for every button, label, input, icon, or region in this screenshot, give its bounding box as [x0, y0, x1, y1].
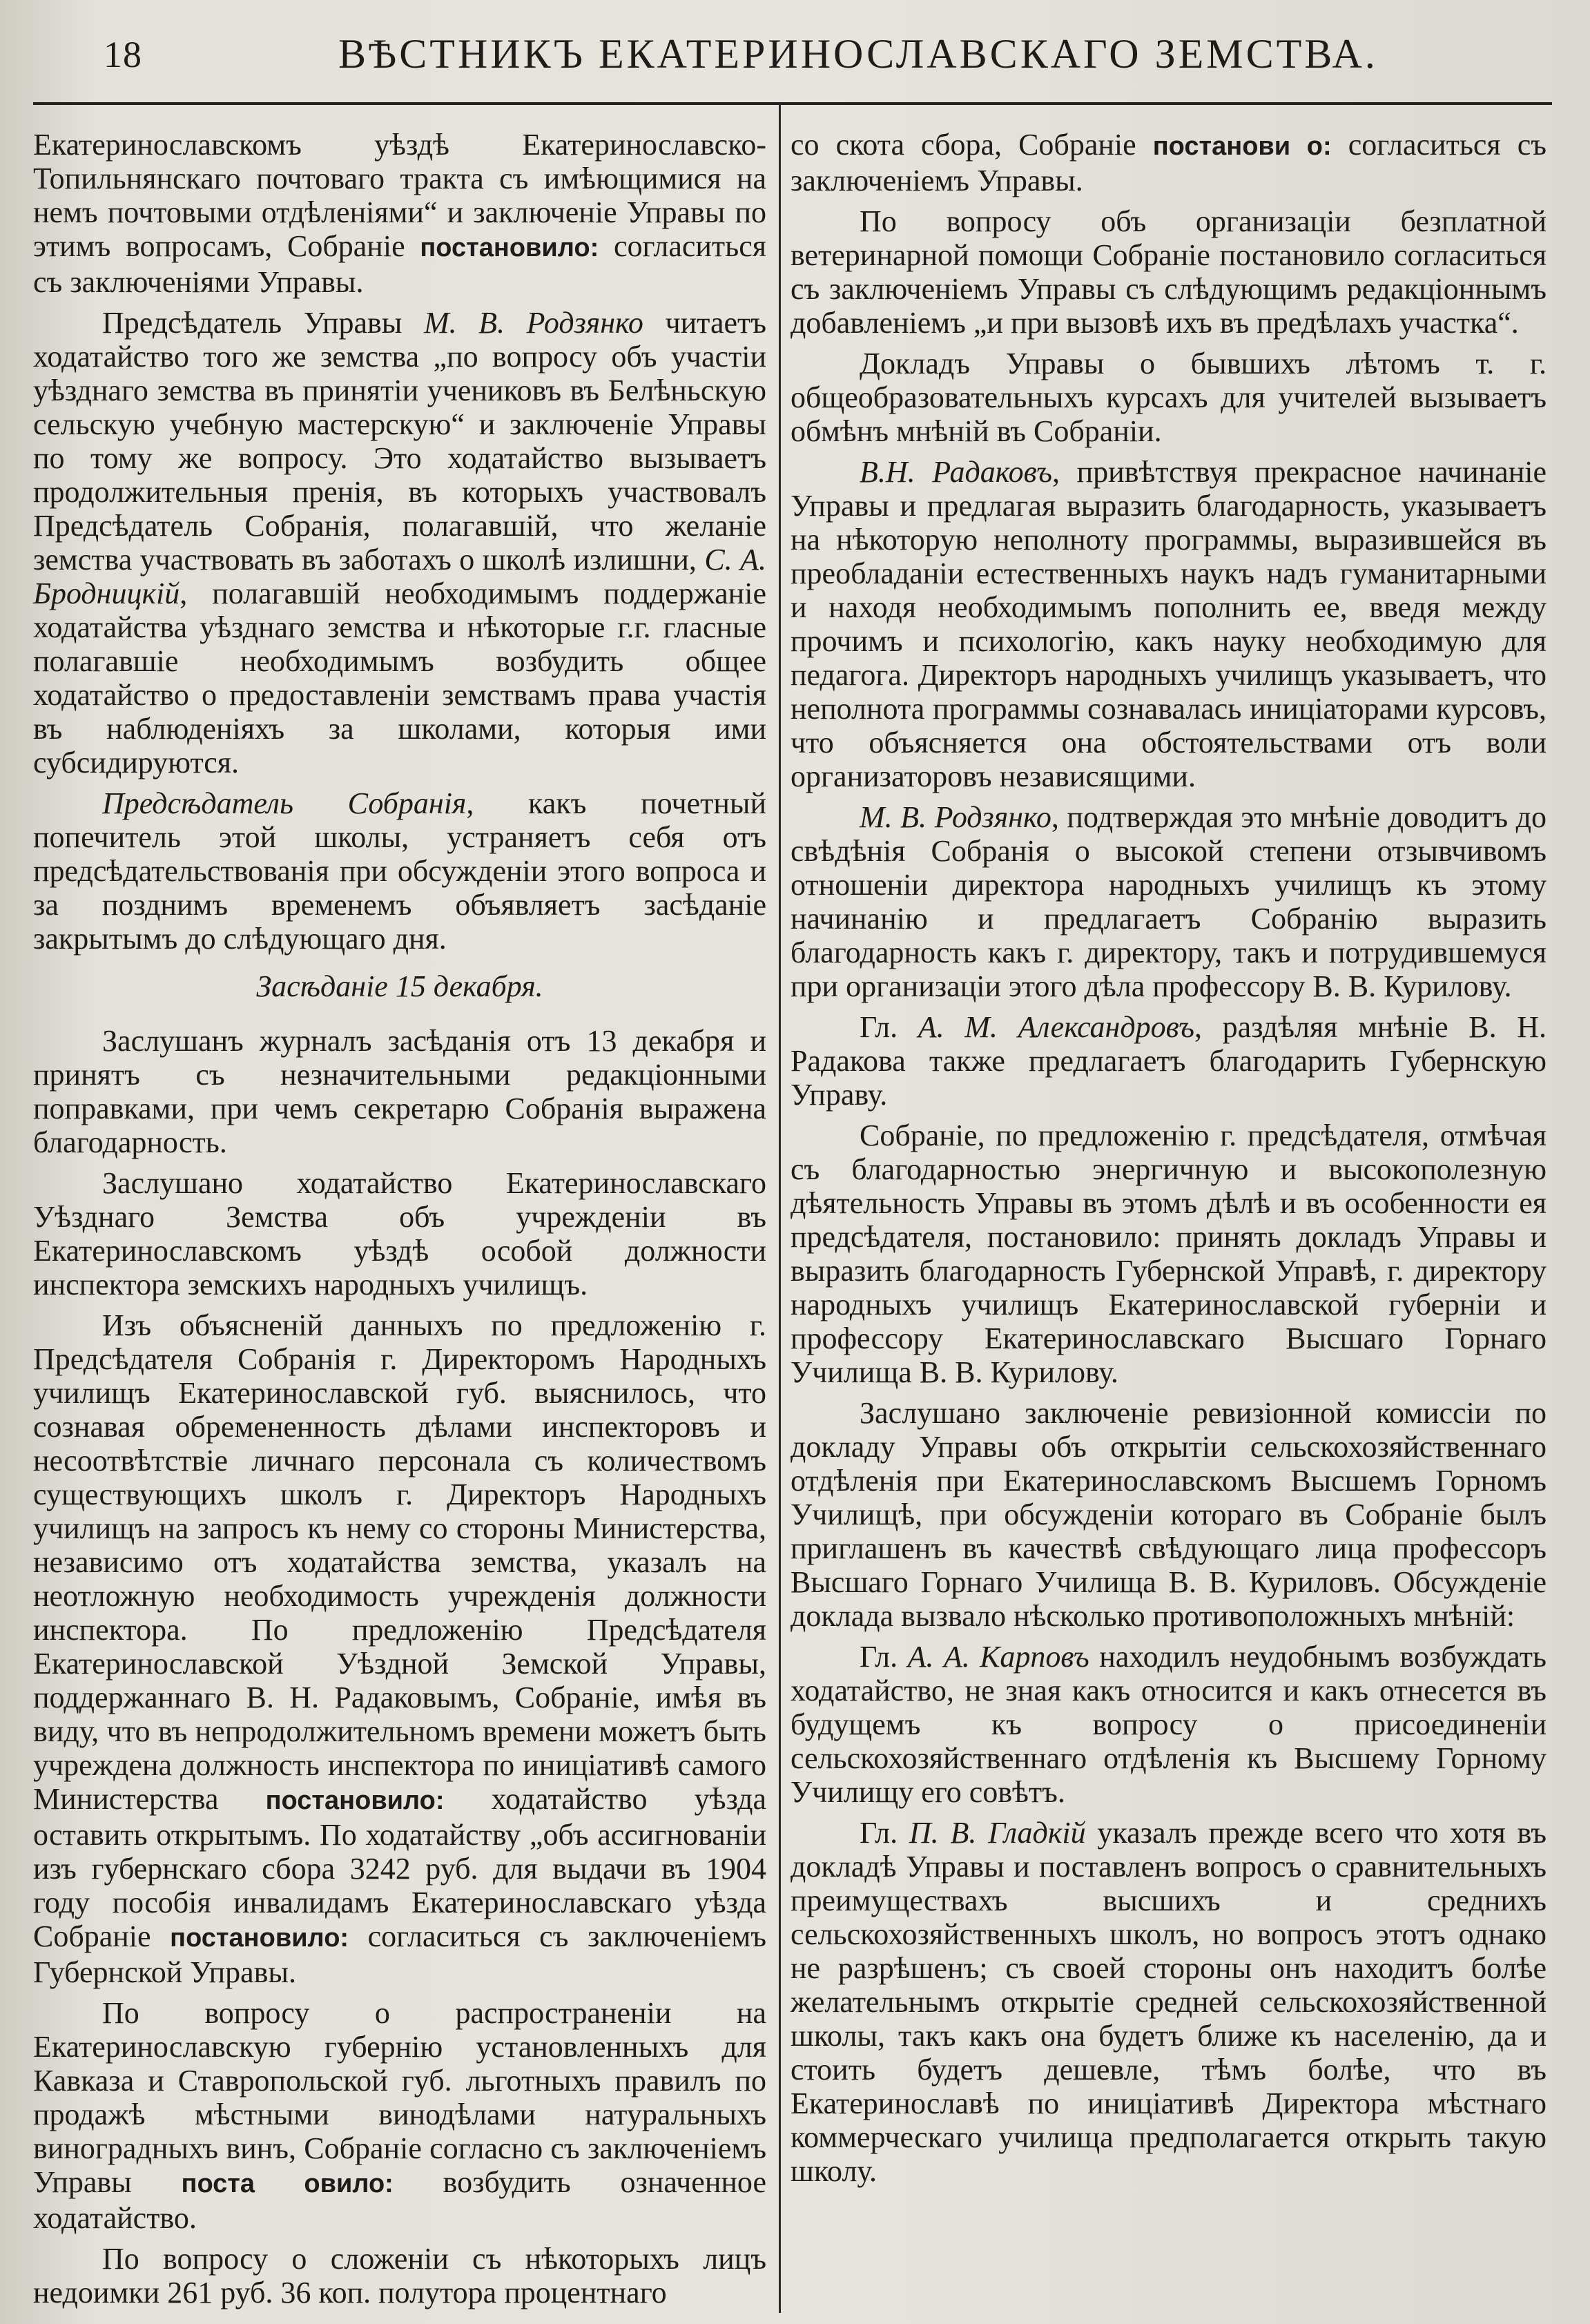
page-header	[0, 26, 1590, 102]
section-heading: Засѣданіе 15 декабря.	[256, 969, 543, 1003]
paragraph: Заслушанъ журналъ засѣданія отъ 13 декабря и принятъ съ незначительными редакціонными поправками, при чемъ секретарю Собранія выражена благодарность.	[33, 1024, 766, 1159]
paragraph: Изъ объясненій данныхъ по предложенію г. Предсѣдателя Собранія г. Директоромъ Народныхъ училищъ Екатеринославской губ. выяснилось, что сознавая обремененность дѣлами инспекторовъ и несоотвѣтствіе личнаго персонала съ количествомъ существующихъ школъ г. Директоръ Народныхъ училищъ на запросъ къ нему со стороны Министерства, независимо отъ ходатайства земства, указалъ на неотложную необходимость учрежденія должности инспектора. По предложенію Предсѣдателя Екатеринославской Уѣздной Земской Управы, поддержаннаго В. Н. Радаковымъ, Собраніе, имѣя въ виду, что въ непродолжительномъ времени можетъ быть учреждена должность инспектора по иниціативѣ самого Министерства постановило: ходатайство уѣзда оставить открытымъ. По ходатайству „объ ассигнованіи изъ губернскаго сбора 3242 руб. для выдачи въ 1904 году пособія инвалидамъ Екатеринославскаго уѣзда Собраніе постановило: согласиться съ заключеніемъ Губернской Управы.	[33, 1308, 766, 1989]
paragraph: В.Н. Радаковъ, привѣтствуя прекрасное начинаніе Управы и предлагая выразить благодарность, указываетъ на нѣкоторую неполноту программы, выразившейся въ преобладаніи естественныхъ наукъ надъ гуманитарными и находя необходимымъ пополнить ее, введя между прочимъ и психологію, какъ науку необходимую для педагога. Директоръ народныхъ училищъ указываетъ, что неполнота программы сознавалась иниціаторами курсовъ, что объясняется она обстоятельствами отъ воли организаторовъ независящими.	[791, 455, 1547, 793]
paragraph: со скота сбора, Собраніе постанови о: согласиться съ заключеніемъ Управы.	[791, 128, 1547, 197]
paragraph: По вопросу о сложеніи съ нѣкоторыхъ лицъ недоимки 261 руб. 36 коп. полутора процентнаго	[33, 2242, 766, 2310]
paragraph: Гл. А. А. Карповъ находилъ неудобнымъ возбуждать ходатайство, не зная какъ относится и какъ отнесется въ будущемъ къ вопросу о присоединеніи сельскохозяйственнаго отдѣленія къ Высшему Горному Училищу его совѣтъ.	[791, 1640, 1547, 1809]
paragraph: Екатеринославскомъ уѣздѣ Екатеринославско-Топильнянскаго почтоваго тракта съ имѣющимися на немъ почтовыми отдѣленіями“ и заключеніе Управы по этимъ вопросамъ, Собраніе постановило: согласиться съ заключеніями Управы.	[33, 128, 766, 299]
paragraph: Заслушано заключеніе ревизіонной комиссіи по докладу Управы объ открытіи сельскохозяйственнаго отдѣленія при Екатеринославскомъ Высшемъ Горномъ Училищѣ, при обсужденіи котораго въ Собраніе былъ приглашенъ въ качествѣ свѣдующаго лица профессоръ Высшаго Горнаго Училища В. В. Куриловъ. Обсужденіе доклада вызвало нѣсколько противоположныхъ мнѣній:	[791, 1396, 1547, 1633]
paragraph: Заслушано ходатайство Екатеринославскаго Уѣзднаго Земства объ учрежденіи въ Екатеринославскомъ уѣздѣ особой должности инспектора земскихъ народныхъ училищъ.	[33, 1166, 766, 1301]
journal-title: ВѢСТНИКЪ ЕКАТЕРИНОСЛАВСКАГО ЗЕМСТВА.	[338, 31, 1378, 77]
paragraph: Гл. П. В. Гладкій указалъ прежде всего что хотя въ докладѣ Управы и поставленъ вопросъ о сравнительныхъ преимуществахъ высшихъ и среднихъ сельскохозяйственныхъ школъ, но вопросъ этотъ однако не разрѣшенъ; съ своей стороны онъ находитъ болѣе желательнымъ открытіе средней сельскохозяйственной школы, такъ какъ она будетъ ближе къ населенію, да и стоить будетъ дешевле, тѣмъ болѣе, что въ Екатеринославѣ по иниціативѣ Директора мѣстнаго коммерческаго училища предполагается открыть такую школу.	[791, 1816, 1547, 2188]
paragraph: По вопросу объ организаціи безплатной ветеринарной помощи Собраніе постановило согласиться съ заключеніемъ Управы съ слѣдующимъ редакціоннымъ добавленіемъ „и при вызовѣ ихъ въ предѣлахъ участка“.	[791, 204, 1547, 340]
left-column	[33, 128, 766, 2316]
right-column	[791, 128, 1547, 2195]
paragraph: Докладъ Управы о бывшихъ лѣтомъ т. г. общеобразовательныхъ курсахъ для учителей вызываетъ обмѣнъ мнѣній въ Собраніи.	[791, 347, 1547, 448]
column-divider	[779, 104, 781, 2313]
paragraph: Гл. А. М. Александровъ, раздѣляя мнѣніе В. Н. Радакова также предлагаетъ благодарить Губернскую Управу.	[791, 1010, 1547, 1112]
paragraph: М. В. Родзянко, подтверждая это мнѣніе доводитъ до свѣдѣнія Собранія о высокой степени отзывчивомъ отношеніи директора народныхъ училищъ къ этому начинанію и предлагаетъ Собранію выразить благодарность какъ г. директору, такъ и потрудившемуся при организаціи этого дѣла профессору В. В. Курилову.	[791, 800, 1547, 1003]
paragraph: Собраніе, по предложенію г. предсѣдателя, отмѣчая съ благодарностью энергичную и высокополезную дѣятельность Управы въ этомъ дѣлѣ и въ особенности ея предсѣдателя, постановило: принять докладъ Управы и выразить благодарность Губернской Управѣ, г. директору народныхъ училищъ Екатеринославской губерніи и профессору Екатеринославскаго Высшаго Горнаго Училища В. В. Курилову.	[791, 1119, 1547, 1389]
paragraph: По вопросу о распространеніи на Екатеринославскую губернію установленныхъ для Кавказа и Ставропольской губ. льготныхъ правилъ по продажѣ мѣстными винодѣлами натуральныхъ виноградныхъ винъ, Собраніе согласно съ заключеніемъ Управы поста овило: возбудить означенное ходатайство.	[33, 1996, 766, 2235]
header-rule	[33, 102, 1552, 105]
paragraph: Предсѣдатель Собранія, какъ почетный попечитель этой школы, устраняетъ себя отъ предсѣдательствованія при обсужденіи этого вопроса и за позднимъ временемъ объявляетъ засѣданіе закрытымъ до слѣдующаго дня.	[33, 786, 766, 956]
page-number: 18	[104, 34, 142, 75]
paragraph: Предсѣдатель Управы М. В. Родзянко читаетъ ходатайство того же земства „по вопросу объ участіи уѣзднаго земства въ принятіи учениковъ въ Белѣньскую сельскую учебную мастерскую“ и заключеніе Управы по тому же вопросу. Это ходатайство вызываетъ продолжительныя пренія, въ которыхъ участвовалъ Предсѣдатель Собранія, полагавшій, что желаніе земства участвовать въ заботахъ о школѣ излишни, С. А. Бродницкій, полагавшій необходимымъ поддержаніе ходатайства уѣзднаго земства и нѣкоторые г.г. гласные полагавшіе необходимымъ возбудить общее ходатайство о предоставленіи земствамъ права участія въ наблюденіяхъ за школами, которыя ими субсидируются.	[33, 306, 766, 779]
